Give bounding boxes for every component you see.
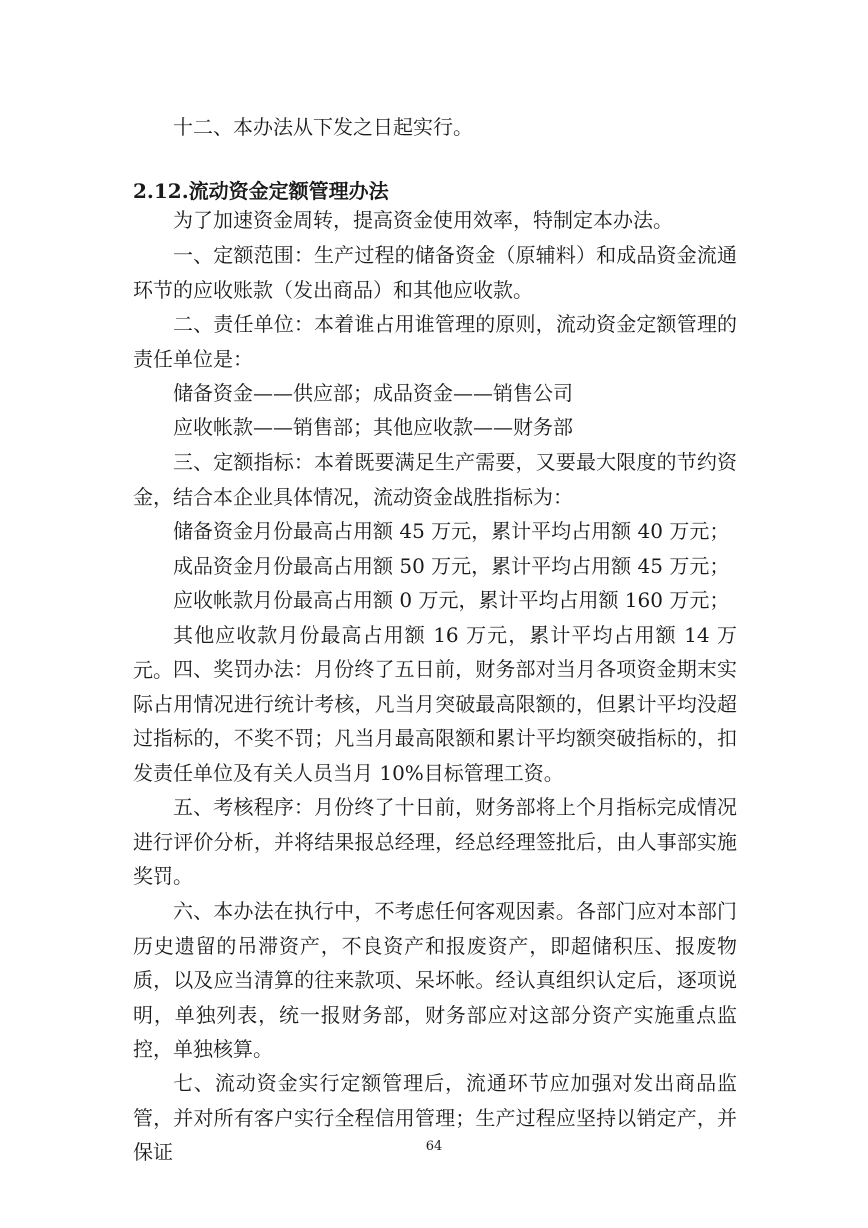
- paragraph-responsibility: 二、责任单位：本着谁占用谁管理的原则，流动资金定额管理的责任单位是：: [133, 312, 737, 371]
- paragraph-quota-management: 七、流动资金实行定额管理后，流通环节应加强对发出商品监管，并对所有客户实行全程信用管理；生产过程应坚持以销定产，并保证: [133, 1071, 737, 1165]
- paragraph-execution: 六、本办法在执行中，不考虑任何客观因素。各部门应对本部门历史遗留的吊滞资产，不良资产和报废资产，即超储积压、报废物质，以及应当清算的往来款项、呆坏帐。经认真组织认定后，逐项说明，单独列表，统一报财务部，财务部应对这部分资产实施重点监控，单独核算。: [133, 899, 737, 1062]
- paragraph-quota-reserve: 储备资金月份最高占用额 45 万元，累计平均占用额 40 万元；: [173, 519, 730, 543]
- paragraph-scope: 一、定额范围：生产过程的储备资金（原辅料）和成品资金流通环节的应收账款（发出商品）和其他应收款。: [133, 243, 737, 302]
- paragraph-rewards: 四、奖罚办法：月份终了五日前，财务部对当月各项资金期末实际占用情况进行统计考核，凡当月突破最高限额的，但累计平均没超过指标的，不奖不罚；凡当月最高限额和累计平均额突破指标的，扣发责任单位及有关人员当月 10%目标管理工资。: [133, 657, 737, 785]
- paragraph-quota-other: 其他应收款月份最高占用额 16 万元，累计平均占用额 14 万元。: [133, 623, 737, 682]
- paragraph-item-12: 十二、本办法从下发之日起实行。: [173, 115, 473, 139]
- paragraph-quota-finished: 成品资金月份最高占用额 50 万元，累计平均占用额 45 万元；: [173, 554, 730, 578]
- section-heading: 2.12.流动资金定额管理办法: [133, 179, 389, 203]
- paragraph-responsibility-line-1: 储备资金——供应部；成品资金——销售公司: [173, 381, 573, 405]
- paragraph-quota-indicators: 三、定额指标：本着既要满足生产需要，又要最大限度的节约资金，结合本企业具体情况，流动资金战胜指标为：: [133, 450, 737, 509]
- paragraph-quota-receivable: 应收帐款月份最高占用额 0 万元，累计平均占用额 160 万元；: [173, 588, 730, 612]
- page-number: 64: [425, 1139, 443, 1154]
- paragraph-assessment: 五、考核程序：月份终了十日前，财务部将上个月指标完成情况进行评价分析，并将结果报总经理，经总经理签批后，由人事部实施奖罚。: [133, 795, 737, 889]
- paragraph-responsibility-line-2: 应收帐款——销售部；其他应收款——财务部: [173, 415, 573, 439]
- paragraph-intro: 为了加速资金周转，提高资金使用效率，特制定本办法。: [173, 208, 673, 232]
